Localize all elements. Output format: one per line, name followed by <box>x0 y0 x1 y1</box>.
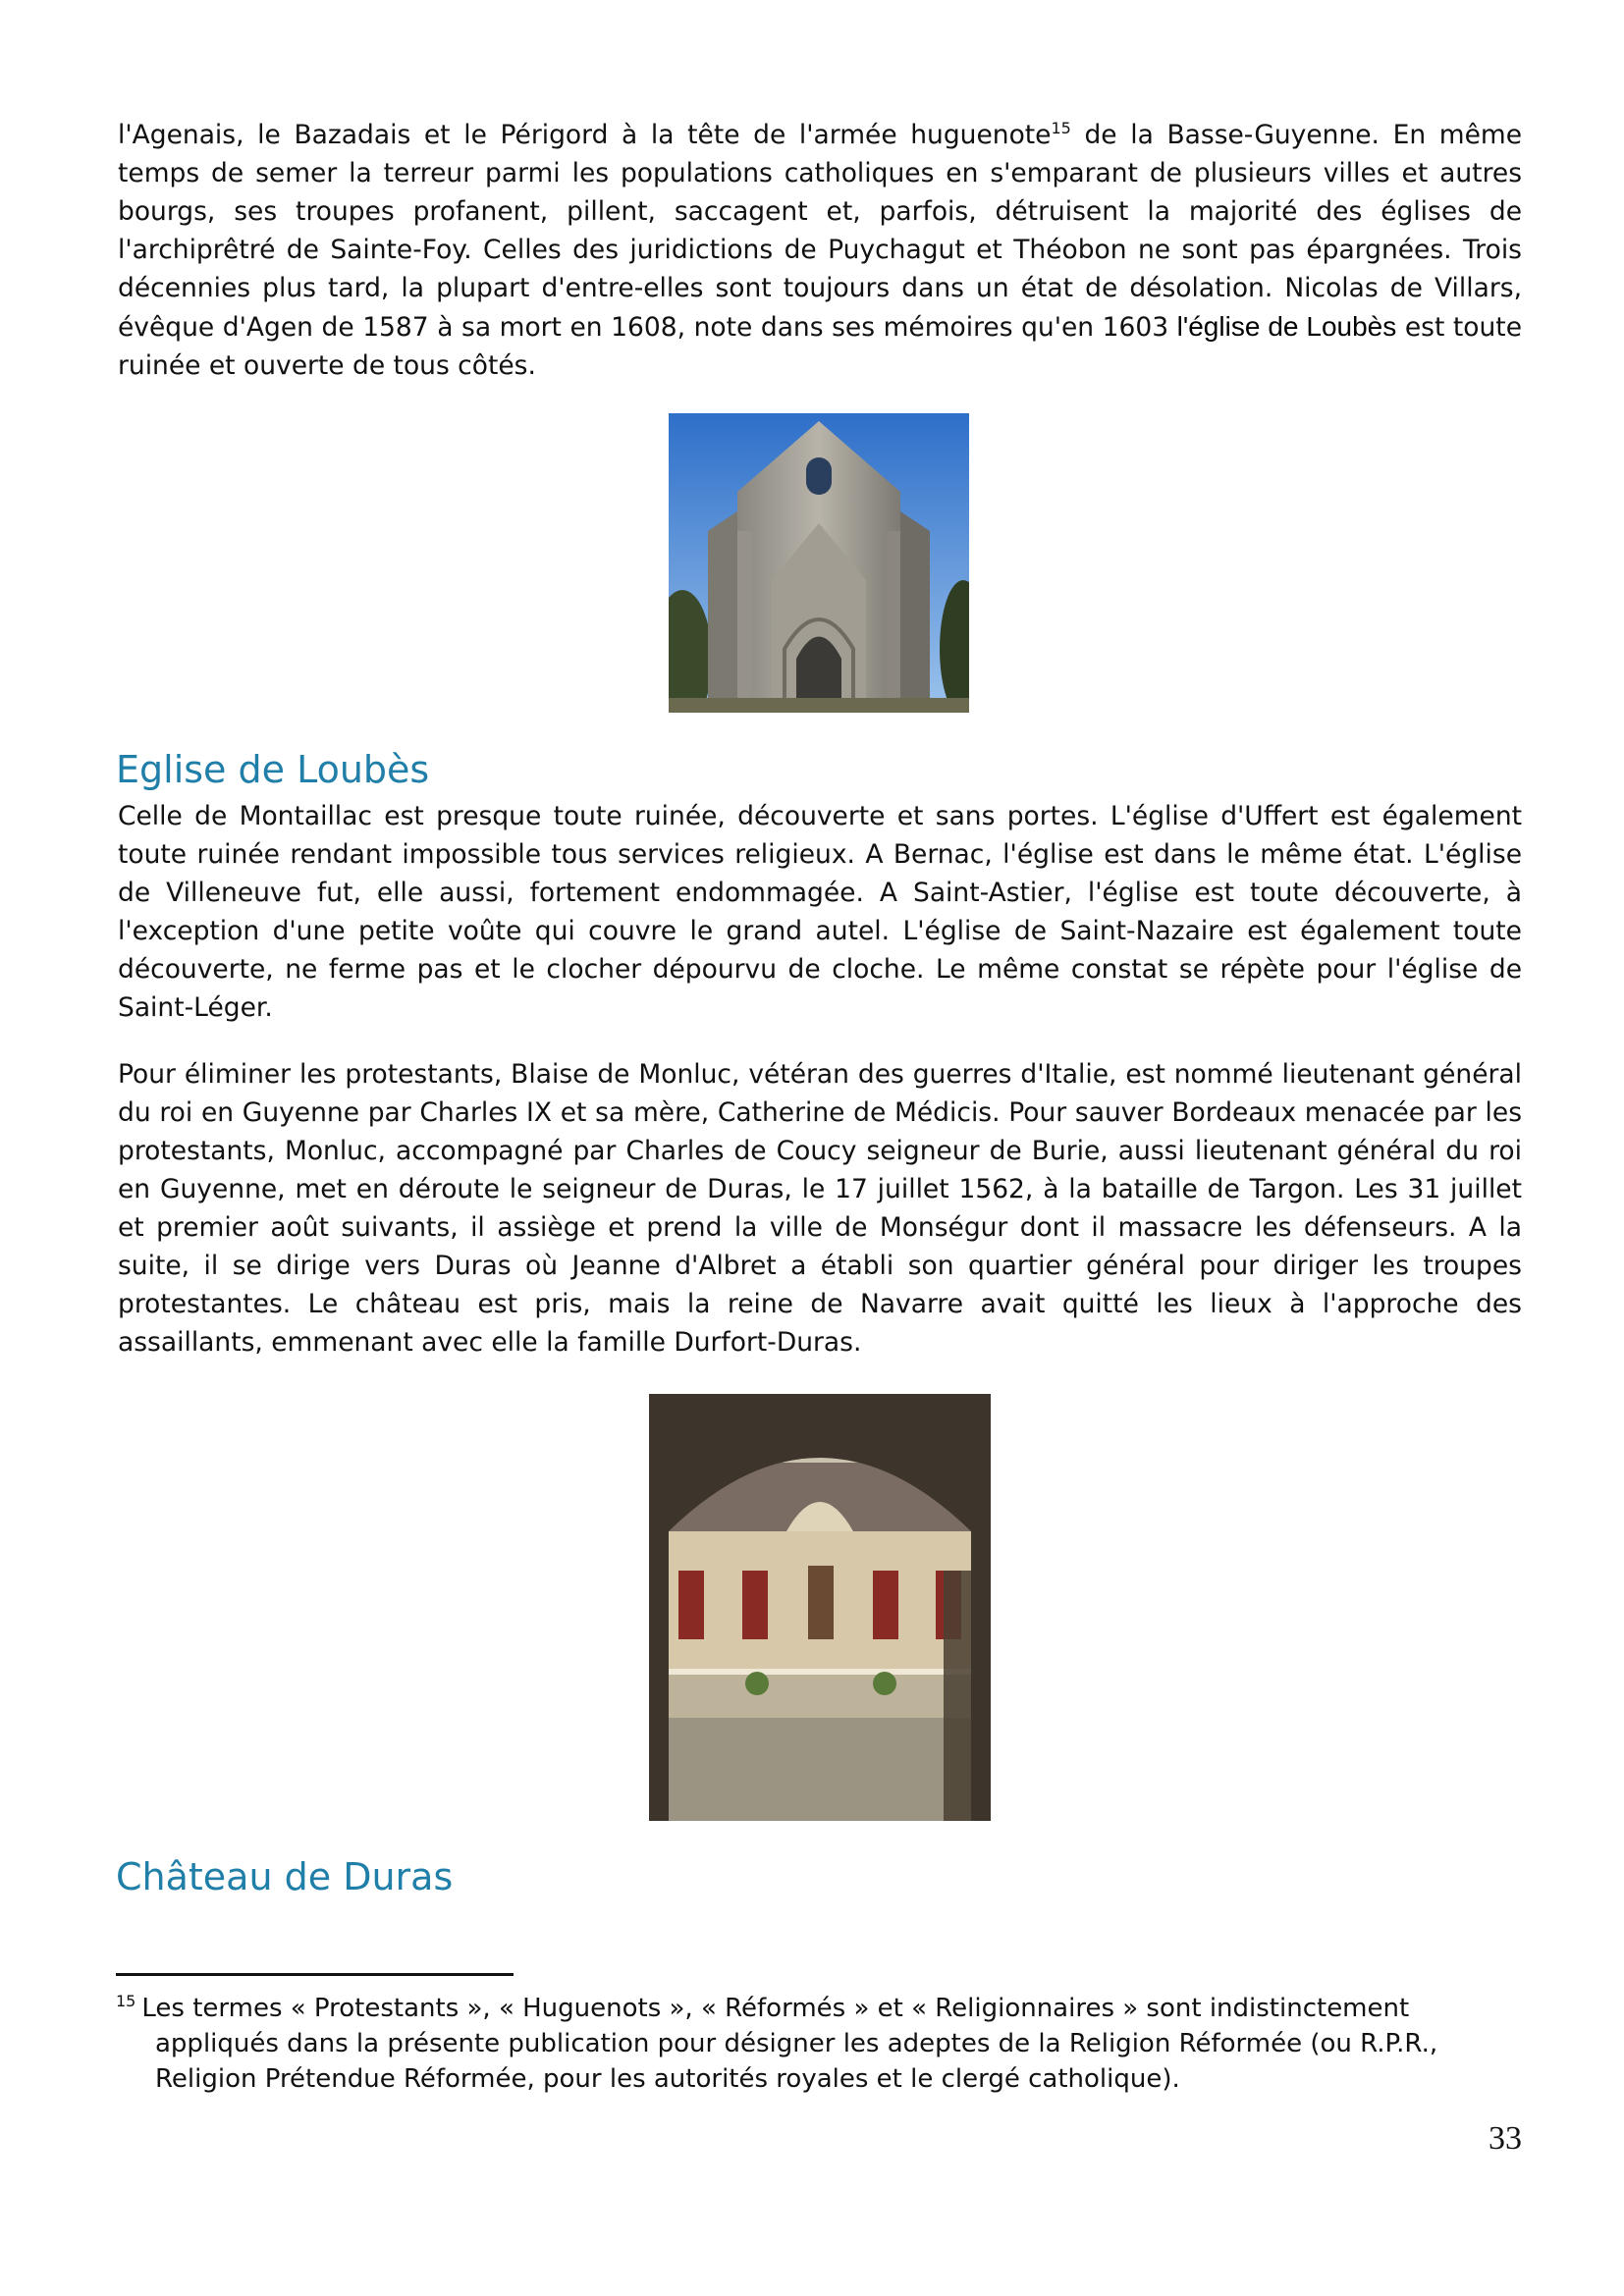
footnote-reference[interactable]: 15 <box>1051 119 1071 138</box>
chateau-photo <box>649 1394 991 1821</box>
paragraph-1-text-b: de la Basse-Guyenne. En même temps de semer la terreur parmi les populations catholiques en s'emparant de plusieurs villes et autres bourgs, ses troupes profanent, pillent, saccagent et, parfois, détruisent la majorité des églises de l'archiprêtré de Sainte-Foy. Celles des juridictions de Puychagut et Théobon ne sont pas épargnées. Trois décennies plus tard, la plupart d'entre-elles sont toujours dans un état de désolation. Nicolas de Villars, évêque d'Agen de 1587 à sa mort en 1608, note dans ses mémoires qu'en 1603 <box>118 120 1523 343</box>
paragraph-2: Celle de Montaillac est presque toute ruinée, découverte et sans portes. L'église d'Uffert est également toute ruinée rendant impossible tous services religieux. A Bernac, l'église est dans le même état. L'église de Villeneuve fut, elle aussi, fortement endommagée. A Saint-Astier, l'église est toute découverte, à l'exception d'une petite voûte qui couvre le grand autel. L'église de Saint-Nazaire est également toute découverte, ne ferme pas et le clocher dépourvu de cloche. Le même constat se répète pour l'église de Saint-Léger. <box>118 801 1522 1023</box>
church-photo-image <box>669 413 969 713</box>
church-link[interactable]: l'église de Loubès <box>1176 311 1397 342</box>
paragraph-1-text-a: l'Agenais, le Bazadais et le Périgord à la tête de l'armée huguenote <box>118 120 1052 150</box>
heading-chateau-de-duras: Château de Duras <box>116 1855 454 1898</box>
church-photo <box>669 413 969 713</box>
heading-eglise-de-loubes: Eglise de Loubès <box>116 748 430 791</box>
chateau-photo-image <box>649 1394 991 1821</box>
page-number: 33 <box>1489 2120 1522 2157</box>
footnote <box>116 1991 1530 2097</box>
footnote-rest: appliqués dans la présente publication pour désigner les adeptes de la Religion Réformée (ou R.P.R., Religion Prétendue Réformée, pour les autorités royales et le clergé catholique). <box>155 2029 1438 2094</box>
footnote-mark: 15 <box>116 1992 136 2011</box>
paragraph-3: Pour éliminer les protestants, Blaise de Monluc, vétéran des guerres d'Italie, est nommé lieutenant général du roi en Guyenne par Charles IX et sa mère, Catherine de Médicis. Pour sauver Bordeaux menacée par les protestants, Monluc, accompagné par Charles de Coucy seigneur de Burie, aussi lieutenant général du roi en Guyenne, met en déroute le seigneur de Duras, le 17 juillet 1562, à la bataille de Targon. Les 31 juillet et premier août suivants, il assiège et prend la ville de Monségur dont il massacre les défenseurs. A la suite, il se dirige vers Duras où Jeanne d'Albret a établi son quartier général pour diriger les troupes protestantes. Le château est pris, mais la reine de Navarre avait quitté les lieux à l'approche des assaillants, emmenant avec elle la famille Durfort-Duras. <box>118 1059 1522 1358</box>
paragraph-1-text-c: est toute ruinée et ouverte de tous côtés. <box>118 312 1522 381</box>
paragraph-1 <box>118 116 1522 385</box>
footnote-divider <box>116 1973 514 1976</box>
footnote-line-1: Les termes « Protestants », « Huguenots », « Réformés » et « Religionnaires » sont indistinctement <box>141 1994 1410 2023</box>
